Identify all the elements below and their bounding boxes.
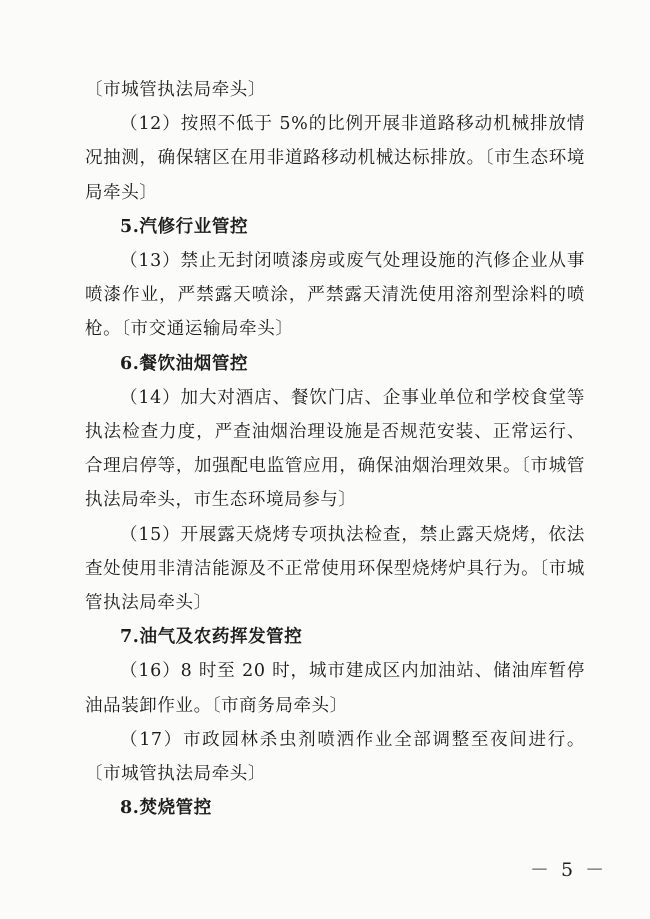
- section-heading-8: 8.焚烧管控: [120, 798, 212, 819]
- paragraph-item-17: （17）市政园林杀虫剂喷洒作业全部调整至夜间进行。〔市城管执法局牵头〕: [85, 729, 585, 785]
- paragraph-item-14: （14）加大对酒店、餐饮门店、企事业单位和学校食堂等执法检查力度，严查油烟治理设施是否规范安装、正常运行、合理启停等，加强配电监管应用，确保油烟治理效果。〔市城管执法局牵头，市生态环境局参与〕: [85, 387, 585, 511]
- paragraph-item-16: （16）8 时至 20 时，城市建成区内加油站、储油库暂停油品装卸作业。〔市商务局牵头〕: [85, 661, 585, 716]
- paragraph-continuation: 〔市城管执法局牵头〕: [85, 80, 266, 100]
- paragraph-item-15: （15）开展露天烧烤专项执法检查，禁止露天烧烤，依法查处使用非清洁能源及不正常使用环保型烧烤炉具行为。〔市城管执法局牵头〕: [85, 524, 585, 614]
- paragraph-item-12: （12）按照不低于 5%的比例开展非道路移动机械排放情况抽测，确保辖区在用非道路移动机械达标排放。〔市生态环境局牵头〕: [85, 114, 585, 203]
- section-heading-6: 6.餐饮油烟管控: [120, 353, 249, 374]
- section-heading-7: 7.油气及农药挥发管控: [120, 627, 303, 648]
- paragraph-item-13: （13）禁止无封闭喷漆房或废气处理设施的汽修企业从事喷漆作业，严禁露天喷涂，严禁露天清洗使用溶剂型涂料的喷枪。〔市交通运输局牵头〕: [85, 251, 585, 340]
- document-body: [85, 73, 585, 825]
- section-heading-5: 5.汽修行业管控: [120, 216, 249, 237]
- page-number: － 5 －: [530, 859, 608, 881]
